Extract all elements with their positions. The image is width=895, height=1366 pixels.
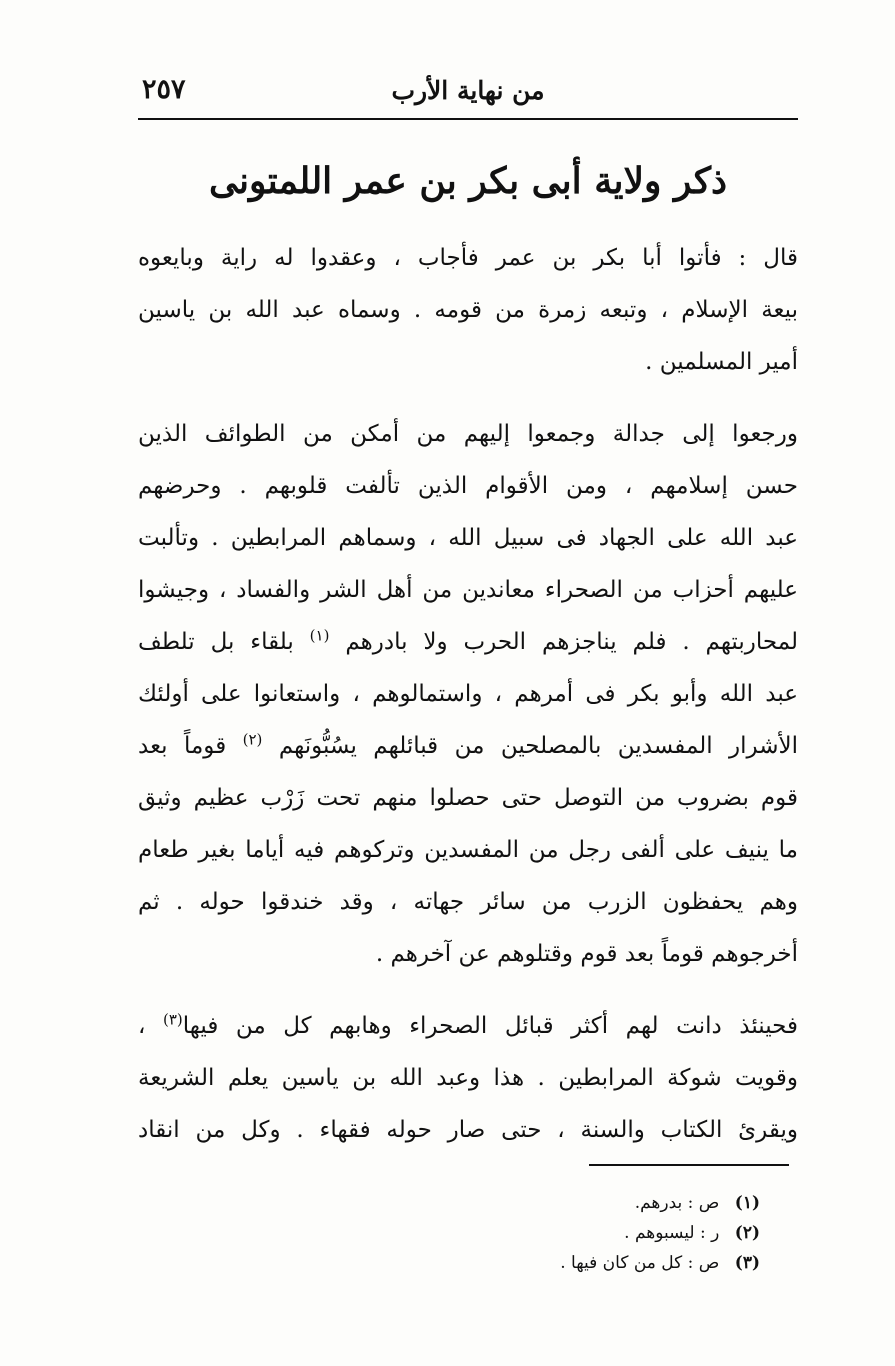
footnote-text: ص : بدرهم.	[634, 1193, 720, 1213]
footnote-text: ر : ليسبوهم .	[624, 1223, 720, 1243]
running-title: من نهاية الأرب	[391, 76, 545, 105]
page-number: ٢٥٧	[142, 74, 186, 105]
text-line: ويقرئ الكتاب والسنة ، حتى صار حوله فقهاء . وكل من انقاد	[138, 1117, 798, 1143]
line-text: قوماً بعد	[138, 733, 227, 759]
line-text: ،	[138, 1013, 146, 1039]
footnote-number: (٣)	[734, 1253, 760, 1273]
text-line-with-footnote	[138, 616, 798, 668]
footnote-item	[440, 1218, 760, 1248]
text-line: أخرجوهم قوماً بعد قوم وقتلوهم عن آخرهم .	[375, 941, 798, 967]
running-header	[138, 72, 798, 112]
footnote-text: ص : كل من كان فيها .	[560, 1253, 720, 1273]
text-line: عليهم أحزاب من الصحراء معاندين من أهل الشر والفساد ، وجيشوا	[138, 577, 798, 603]
text-line: وقويت شوكة المرابطين . هذا وعبد الله بن ياسين يعلم الشريعة	[138, 1065, 798, 1091]
text-line: قال : فأتوا أبا بكر بن عمر فأجاب ، وعقدوا له راية وبايعوه	[138, 245, 798, 271]
text-line: ورجعوا إلى جدالة وجمعوا إليهم من أمكن من الطوائف الذين	[138, 421, 798, 447]
body-text	[138, 232, 798, 1156]
paragraph-2	[138, 408, 798, 980]
text-line-with-footnote	[138, 1000, 798, 1052]
paragraph-1	[138, 232, 798, 388]
footnote-mark-3[interactable]: (٣)	[162, 1010, 183, 1029]
line-text: الأشرار المفسدين بالمصلحين من قبائلهم يسُبُّونَهم	[278, 733, 798, 759]
line-text: لمحاربتهم . فلم يناجزهم الحرب ولا بادرهم	[345, 629, 798, 655]
footnote-item	[440, 1188, 760, 1218]
text-line: بيعة الإسلام ، وتبعه زمرة من قومه . وسماه عبد الله بن ياسين	[138, 297, 798, 323]
footnote-number: (٢)	[734, 1223, 760, 1243]
text-line-with-footnote	[138, 720, 798, 772]
footnote-mark-2[interactable]: (٢)	[242, 730, 263, 749]
footnotes	[440, 1188, 760, 1278]
footnote-item	[440, 1248, 760, 1278]
chapter-title: ذكر ولاية أبى بكر بن عمر اللمتونى	[208, 160, 728, 202]
footnote-mark-1[interactable]: (١)	[309, 626, 330, 645]
footnote-rule	[589, 1164, 789, 1166]
line-text: بلقاء بل تلطف	[138, 629, 294, 655]
text-line: ما ينيف على ألفى رجل من المفسدين وتركوهم فيه أياما بغير طعام	[138, 837, 798, 863]
header-rule	[138, 118, 798, 120]
paragraph-3	[138, 1000, 798, 1156]
text-line: عبد الله على الجهاد فى سبيل الله ، وسماهم المرابطين . وتألبت	[138, 525, 798, 551]
text-line: حسن إسلامهم ، ومن الأقوام الذين تألفت قلوبهم . وحرضهم	[138, 473, 798, 499]
text-line: أمير المسلمين .	[645, 349, 798, 375]
paragraph-gap	[138, 388, 798, 408]
text-line: وهم يحفظون الزرب من سائر جهاته ، وقد خندقوا حوله . ثم	[138, 889, 798, 915]
text-line: عبد الله وأبو بكر فى أمرهم ، واستمالوهم ، واستعانوا على أولئك	[138, 681, 798, 707]
line-text: فحينئذ دانت لهم أكثر قبائل الصحراء وهابهم كل من فيها	[182, 1013, 798, 1039]
footnote-number: (١)	[734, 1193, 760, 1213]
paragraph-gap	[138, 980, 798, 1000]
text-line: قوم بضروب من التوصل حتى حصلوا منهم تحت زَرْب عظيم وثيق	[138, 785, 798, 811]
